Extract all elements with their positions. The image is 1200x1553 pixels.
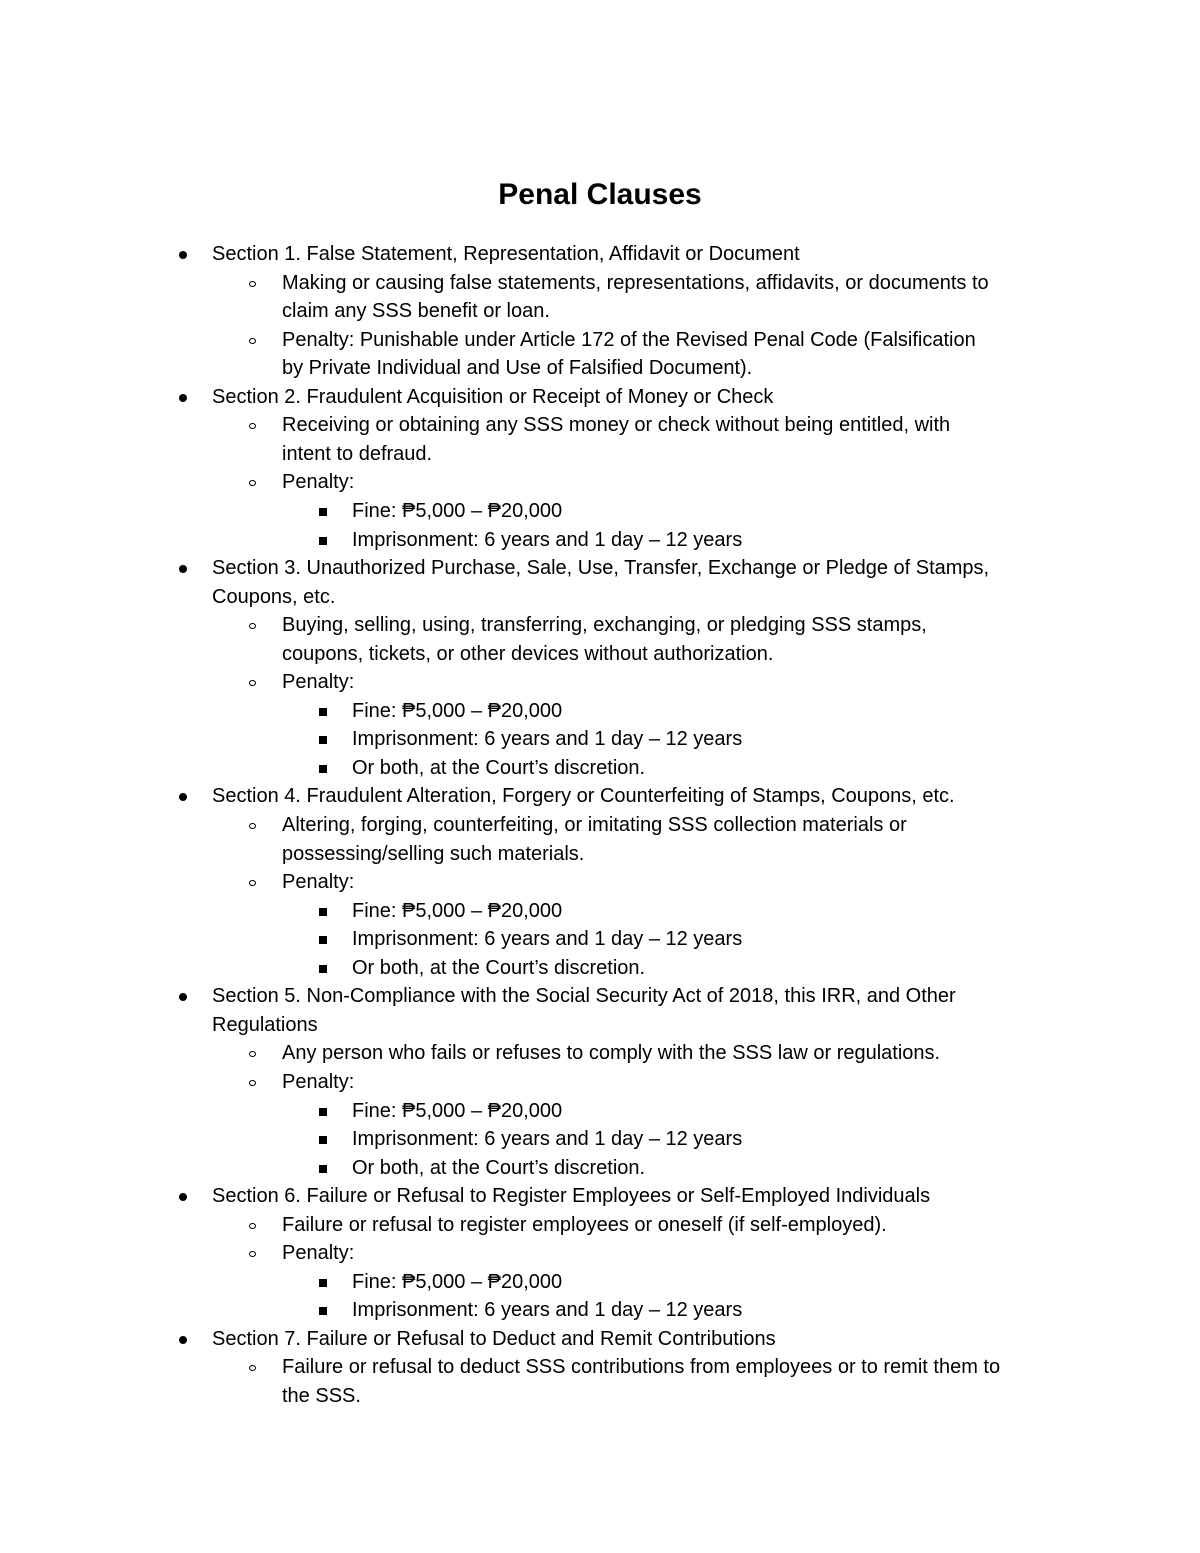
circle-bullet-icon — [249, 623, 256, 629]
disc-bullet-icon — [179, 793, 187, 801]
square-bullet-icon — [319, 1108, 327, 1116]
square-bullet-icon — [319, 765, 327, 773]
sub-item-line: Receiving or obtaining any SSS money or check without being entitled, with — [282, 414, 951, 437]
section-heading-line: Section 2. Fraudulent Acquisition or Receipt of Money or Check — [212, 385, 774, 408]
sub-item-line: Failure or refusal to register employees or oneself (if self-employed). — [282, 1213, 887, 1236]
section-heading-line: Section 3. Unauthorized Purchase, Sale, Use, Transfer, Exchange or Pledge of Stamps, — [212, 557, 990, 580]
circle-bullet-icon — [249, 338, 256, 344]
square-bullet-icon — [319, 965, 327, 973]
penalty-detail-line: Or both, at the Court’s discretion. — [352, 756, 646, 779]
page-title: Penal Clauses — [498, 178, 702, 211]
sub-item-line: Penalty: — [282, 671, 355, 694]
sub-item-line: Penalty: — [282, 871, 355, 894]
circle-bullet-icon — [249, 281, 256, 287]
penalty-detail-line: Fine: ₱5,000 – ₱20,000 — [352, 1099, 563, 1122]
square-bullet-icon — [319, 708, 327, 716]
square-bullet-icon — [319, 908, 327, 916]
section-heading-line: Regulations — [212, 1013, 318, 1036]
disc-bullet-icon — [179, 1336, 187, 1344]
penalty-detail-line: Imprisonment: 6 years and 1 day – 12 years — [352, 1128, 743, 1151]
square-bullet-icon — [319, 1136, 327, 1144]
disc-bullet-icon — [179, 251, 187, 259]
penalty-detail-line: Fine: ₱5,000 – ₱20,000 — [352, 1270, 563, 1293]
penalty-detail-line: Imprisonment: 6 years and 1 day – 12 years — [352, 528, 743, 551]
square-bullet-icon — [319, 1165, 327, 1173]
sub-item-line: Any person who fails or refuses to comply with the SSS law or regulations. — [282, 1042, 941, 1065]
square-bullet-icon — [319, 936, 327, 944]
circle-bullet-icon — [249, 480, 256, 486]
penalty-detail-line: Fine: ₱5,000 – ₱20,000 — [352, 899, 563, 922]
sub-item-line: possessing/selling such materials. — [282, 842, 585, 865]
section-heading-line: Section 1. False Statement, Representation, Affidavit or Document — [212, 243, 800, 265]
sub-item-line: Penalty: — [282, 1070, 355, 1093]
square-bullet-icon — [319, 1307, 327, 1315]
sub-item-line: Making or causing false statements, representations, affidavits, or documents to — [282, 271, 989, 294]
section-heading-line: Section 6. Failure or Refusal to Register Employees or Self-Employed Individuals — [212, 1185, 931, 1208]
disc-bullet-icon — [179, 394, 187, 402]
sub-item-line: Buying, selling, using, transferring, exchanging, or pledging SSS stamps, — [282, 614, 927, 637]
disc-bullet-icon — [179, 565, 187, 573]
circle-bullet-icon — [249, 1365, 256, 1371]
section-heading-line: Section 7. Failure or Refusal to Deduct and Remit Contributions — [212, 1327, 776, 1350]
sub-item-line: coupons, tickets, or other devices without authorization. — [282, 642, 774, 665]
sub-item-line: Penalty: Punishable under Article 172 of the Revised Penal Code (Falsification — [282, 328, 976, 351]
penalty-detail-line: Fine: ₱5,000 – ₱20,000 — [352, 699, 563, 722]
sub-item-line: intent to defraud. — [282, 442, 433, 465]
circle-bullet-icon — [249, 423, 256, 429]
penalty-detail-line: Imprisonment: 6 years and 1 day – 12 years — [352, 1299, 743, 1322]
disc-bullet-icon — [179, 1193, 187, 1201]
penalty-detail-line: Fine: ₱5,000 – ₱20,000 — [352, 499, 563, 522]
square-bullet-icon — [319, 508, 327, 516]
sub-item-line: the SSS. — [282, 1385, 361, 1407]
circle-bullet-icon — [249, 1251, 256, 1257]
circle-bullet-icon — [249, 1223, 256, 1229]
sub-item-line: Altering, forging, counterfeiting, or imitating SSS collection materials or — [282, 814, 907, 836]
penalty-detail-line: Or both, at the Court’s discretion. — [352, 1156, 646, 1179]
section-heading-line: Section 5. Non-Compliance with the Social Security Act of 2018, this IRR, and Other — [212, 985, 956, 1008]
section-heading-line: Coupons, etc. — [212, 585, 336, 608]
circle-bullet-icon — [249, 1051, 256, 1057]
sub-item-line: claim any SSS benefit or loan. — [282, 300, 550, 323]
circle-bullet-icon — [249, 1080, 256, 1086]
circle-bullet-icon — [249, 680, 256, 686]
sub-item-line: Penalty: — [282, 471, 355, 494]
sub-item-line: Failure or refusal to deduct SSS contributions from employees or to remit them to — [282, 1356, 1001, 1379]
penalty-detail-line: Or both, at the Court’s discretion. — [352, 956, 646, 979]
circle-bullet-icon — [249, 880, 256, 886]
square-bullet-icon — [319, 1279, 327, 1287]
circle-bullet-icon — [249, 823, 256, 829]
penalty-detail-line: Imprisonment: 6 years and 1 day – 12 years — [352, 728, 743, 751]
square-bullet-icon — [319, 537, 327, 545]
penalty-detail-line: Imprisonment: 6 years and 1 day – 12 years — [352, 928, 743, 951]
sub-item-line: Penalty: — [282, 1242, 355, 1265]
disc-bullet-icon — [179, 993, 187, 1001]
square-bullet-icon — [319, 736, 327, 744]
section-heading-line: Section 4. Fraudulent Alteration, Forgery or Counterfeiting of Stamps, Coupons, etc. — [212, 785, 955, 808]
sub-item-line: by Private Individual and Use of Falsified Document). — [282, 357, 753, 380]
